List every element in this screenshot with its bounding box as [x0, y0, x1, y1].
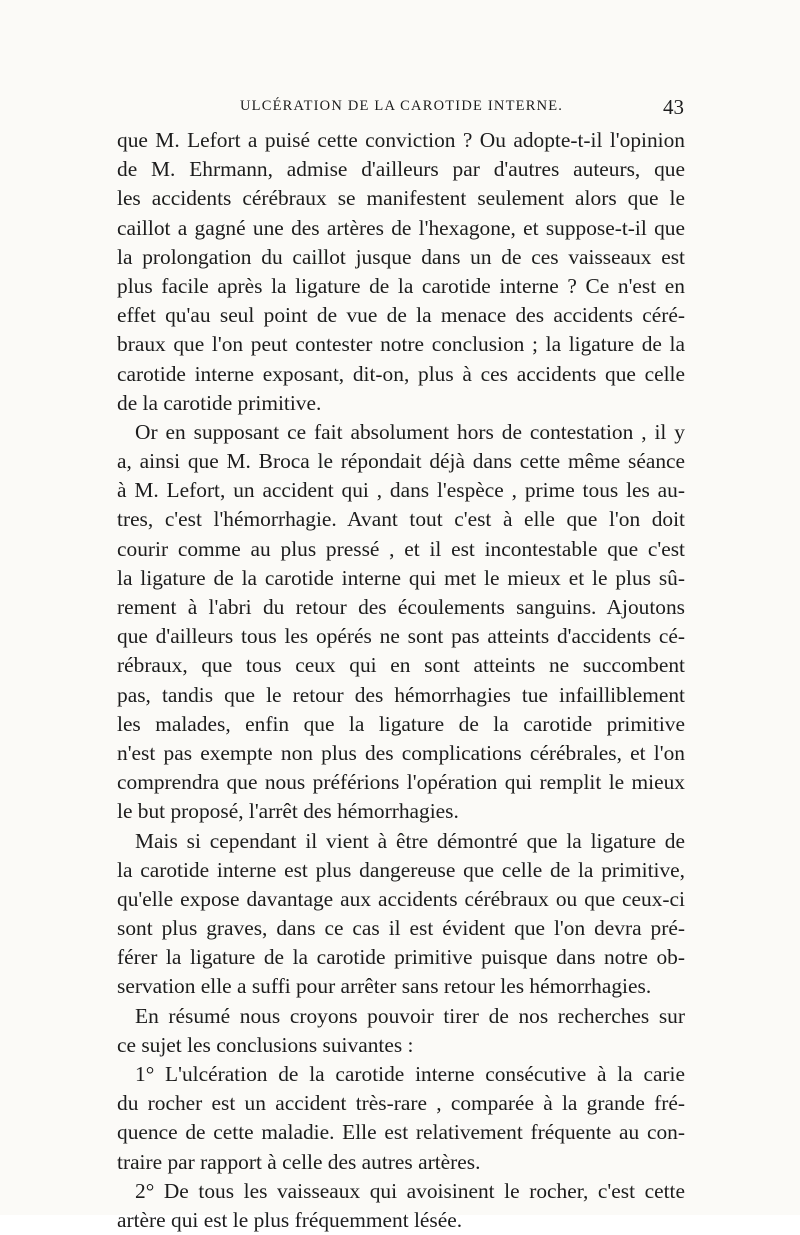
- text-line: la carotide interne est plus dangereuse que celle de la primitive,: [117, 857, 685, 882]
- text-line: 2° De tous les vaisseaux qui avoisinent le rocher, c'est cette: [135, 1178, 685, 1203]
- text-line: pas, tandis que le retour des hémorrhagies tue infailliblement: [117, 682, 685, 707]
- text-line: le but proposé, l'arrêt des hémorrhagies.: [117, 799, 459, 824]
- text-line: ce sujet les conclusions suivantes :: [117, 1032, 414, 1057]
- text-line: a, ainsi que M. Broca le répondait déjà dans cette même séance: [117, 449, 685, 474]
- text-line: férer la ligature de la carotide primitive puisque dans notre ob-: [117, 945, 685, 970]
- text-line: rébraux, que tous ceux qui en sont atteints ne succombent: [117, 653, 685, 678]
- text-line: la prolongation du caillot jusque dans un de ces vaisseaux est: [117, 244, 685, 269]
- text-line: quence de cette maladie. Elle est relativement fréquente au con-: [117, 1120, 685, 1145]
- running-head: [118, 95, 684, 120]
- text-line: que d'ailleurs tous les opérés ne sont pas atteints d'accidents cé-: [117, 624, 685, 649]
- text-line: carotide interne exposant, dit-on, plus à ces accidents que celle: [117, 361, 685, 386]
- body-text: [117, 126, 685, 1235]
- text-line: de la carotide primitive.: [117, 390, 322, 415]
- page-number: 43: [663, 95, 684, 119]
- text-line: Or en supposant ce fait absolument hors de contestation , il y: [135, 419, 685, 444]
- text-line: n'est pas exempte non plus des complications cérébrales, et l'on: [117, 740, 685, 765]
- text-line: effet qu'au seul point de vue de la menace des accidents céré-: [117, 303, 685, 328]
- text-line: de M. Ehrmann, admise d'ailleurs par d'autres auteurs, que: [117, 157, 685, 182]
- text-line: les malades, enfin que la ligature de la carotide primitive: [117, 711, 685, 736]
- text-line: plus facile après la ligature de la carotide interne ? Ce n'est en: [117, 273, 685, 298]
- text-line: 1° L'ulcération de la carotide interne consécutive à la carie: [135, 1062, 685, 1086]
- text-line: servation elle a suffi pour arrêter sans retour les hémorrhagies.: [117, 974, 652, 999]
- text-line: braux que l'on peut contester notre conclusion ; la ligature de la: [117, 332, 685, 357]
- text-line: du rocher est un accident très-rare , comparée à la grande fré-: [117, 1091, 685, 1116]
- text-line: traire par rapport à celle des autres artères.: [117, 1149, 481, 1174]
- text-line: caillot a gagné une des artères de l'hexagone, et suppose-t-il que: [117, 215, 685, 240]
- text-line: qu'elle expose davantage aux accidents cérébraux ou que ceux-ci: [117, 886, 685, 911]
- text-line: à M. Lefort, un accident qui , dans l'espèce , prime tous les au-: [117, 478, 685, 503]
- text-line: sont plus graves, dans ce cas il est évident que l'on devra pré-: [117, 916, 685, 941]
- text-line: que M. Lefort a puisé cette conviction ? Ou adopte-t-il l'opinion: [117, 128, 685, 152]
- text-line: rement à l'abri du retour des écoulements sanguins. Ajoutons: [117, 595, 685, 619]
- running-title: ULCÉRATION DE LA CAROTIDE INTERNE.: [240, 98, 564, 114]
- text-line: tres, c'est l'hémorrhagie. Avant tout c'est à elle que l'on doit: [117, 507, 685, 532]
- text-line: comprendra que nous préférions l'opération qui remplit le mieux: [117, 770, 685, 795]
- text-line: les accidents cérébraux se manifestent seulement alors que le: [117, 186, 685, 211]
- text-line: la ligature de la carotide interne qui met le mieux et le plus sû-: [117, 565, 685, 590]
- text-line: artère qui est le plus fréquemment lésée.: [117, 1207, 463, 1232]
- text-line: Mais si cependant il vient à être démontré que la ligature de: [135, 828, 685, 853]
- text-line: courir comme au plus pressé , et il est incontestable que c'est: [117, 536, 685, 561]
- text-line: En résumé nous croyons pouvoir tirer de nos recherches sur: [135, 1003, 685, 1028]
